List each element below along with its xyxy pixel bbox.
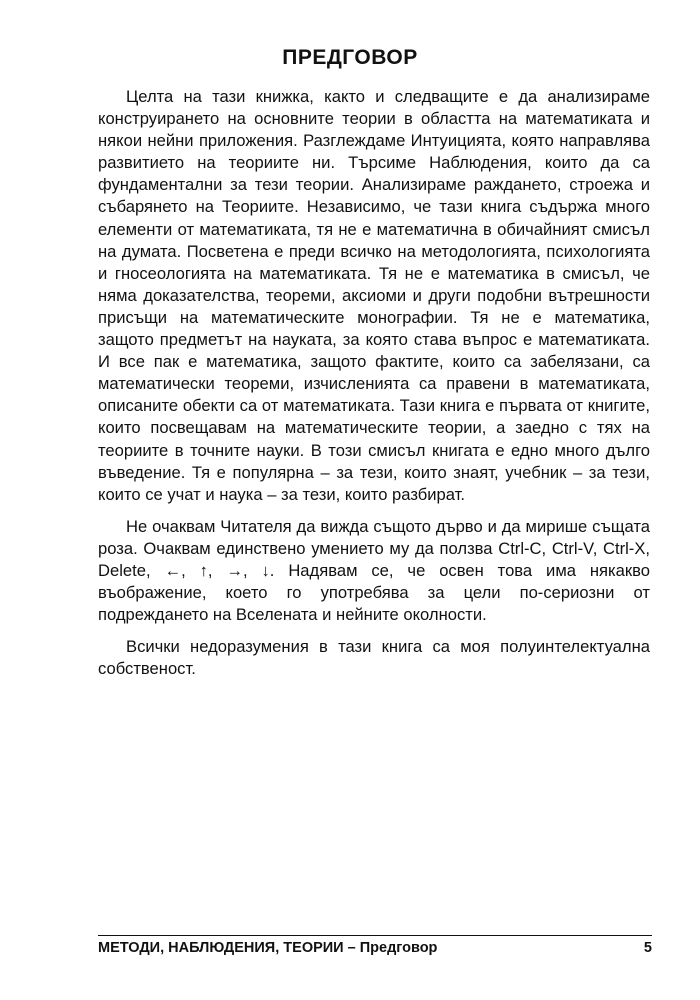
body-text <box>98 86 650 690</box>
paragraph: Не очаквам Читателя да вижда същото дърво и да мирише същата роза. Очаквам единствено умението му да ползва Ctrl-C, Ctrl-V, Ctrl-X, Delete, ←, ↑, →, ↓. Надявам се, че освен това има някакво въображение, което го употребява за цели по-сериозни от подреждането на Вселената и нейните околности. <box>98 516 650 625</box>
footer-divider <box>98 935 652 936</box>
paragraph: Всички недоразумения в тази книга са моя полуинтелектуална собственост. <box>98 637 650 679</box>
page-number: 5 <box>643 940 652 956</box>
paragraph: Целта на тази книжка, както и следващите е да анализираме конструирането на основните теории в областта на математиката и някои нейни приложения. Разглеждаме Интуицията, която направлява развитието на теориите ни. Търсиме Наблюдения, които да са фундаментални за тези теории. Анализираме раждането, строежа и събарянето на Теориите. Независимо, че тази книга съдържа много елементи от математиката, тя не е математична в обичайният смисъл на думата. Посветена е преди всичко на методологията, психологията и гносеологията на математиката. Тя не е математика в смисъл, че няма доказателства, теореми, аксиоми и други подобни вътрешности присъщи на математическите монографии. Тя не е математика, защото предметът на науката, за която става въпрос е математиката. И все пак е математика, защото фактите, които са забелязани, са математически теореми, изчисленията са правени в математиката, описаните обекти са от математиката. Тази книга е първата от книгите, които посвещавам на математическите теории, а заедно с тях на теориите в точните науки. В този смисъл книгата е едно много дълго въведение. Тя е популярна – за тези, които знаят, учебник – за тези, които се учат и наука – за тези, които разбират. <box>98 87 650 504</box>
running-footer-title: МЕТОДИ, НАБЛЮДЕНИЯ, ТЕОРИИ – Предговор <box>98 940 438 956</box>
page-title: ПРЕДГОВОР <box>282 46 418 69</box>
